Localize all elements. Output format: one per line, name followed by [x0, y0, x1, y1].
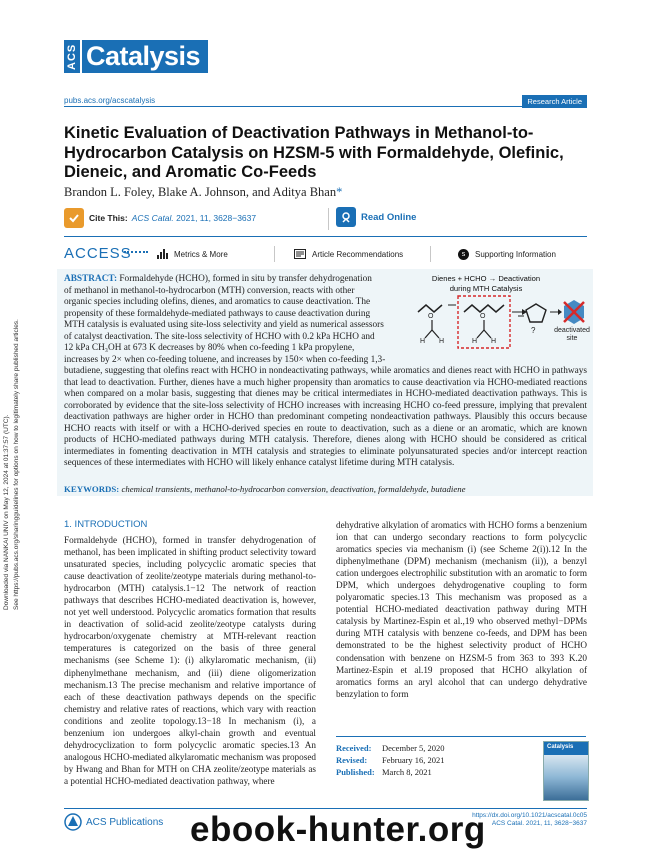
metrics-label: Metrics & More	[174, 249, 228, 259]
published-date: March 8, 2021	[382, 767, 432, 777]
publication-dates	[336, 742, 530, 778]
hydrogen-label-1a: H	[420, 338, 426, 345]
check-icon	[64, 208, 84, 228]
recommendations-label: Article Recommendations	[312, 249, 404, 259]
abstract-line-4: propensity of these formaldehyde-mediated pathways to cause deactivation during	[64, 309, 371, 319]
abstract-line-5: MTH catalysis is evaluated using site-loss selectivity and yield as numerical assessors	[64, 320, 384, 330]
acs-emblem-icon	[64, 813, 82, 831]
recommendations-link[interactable]	[294, 249, 403, 259]
download-side-note	[2, 250, 28, 610]
keywords-heading: KEYWORDS:	[64, 484, 120, 494]
access-bar	[64, 244, 587, 264]
logo-acs-mark: ACS	[64, 40, 80, 73]
hydrogen-label-2a: H	[472, 338, 478, 345]
cite-divider	[328, 208, 329, 230]
question-mark: ?	[531, 326, 536, 335]
oxygen-label-1: O	[428, 313, 434, 320]
revised-label: Revised:	[336, 755, 368, 765]
keywords	[64, 484, 466, 494]
oxygen-label-2: O	[480, 313, 486, 320]
document-icon	[294, 249, 306, 259]
published-label: Published:	[336, 767, 375, 777]
deactivated-label-line-2: site	[566, 335, 578, 342]
hydrogen-label-2b: H	[491, 338, 497, 345]
toc-graphic	[412, 272, 588, 354]
supporting-info-label: Supporting Information	[475, 250, 556, 259]
abstract-line-7: 12 kPa CH₃OH at 673 K decreases by 80% when co-feeding 1 kPa propylene,	[64, 343, 355, 353]
article-title: Kinetic Evaluation of Deactivation Pathways in Methanol-to-Hydrocarbon Catalysis on HZSM-5 with Formaldehyde, Olefinic, Dieneic, and Aromatic Co-Feeds	[64, 124, 564, 181]
abstract-heading: ABSTRACT:	[64, 274, 118, 284]
revised-date: February 16, 2021	[382, 755, 445, 765]
dates-rule	[336, 736, 586, 737]
cite-journal[interactable]: ACS Catal.	[131, 213, 174, 223]
deactivated-site-label	[554, 327, 590, 343]
access-label: ACCESS	[64, 245, 132, 262]
keywords-list: chemical transients, methanol-to-hydrocarbon conversion, deactivation, formaldehyde, butadiene	[121, 484, 466, 494]
bar-chart-icon	[157, 249, 168, 259]
read-online-label: Read Online	[361, 211, 417, 223]
read-online-button[interactable]	[336, 207, 416, 227]
received-date: December 5, 2020	[382, 743, 445, 753]
cite-rule	[64, 236, 587, 237]
section-heading: 1. INTRODUCTION	[64, 519, 148, 530]
acs-publications-logo	[64, 813, 163, 831]
watermark: ebook-hunter.org	[190, 810, 486, 849]
supporting-info-link[interactable]	[458, 249, 556, 260]
abstract-line-8: increases by 2× when co-feeding toluene, and increases by 150× when co-feeding 1,3-	[64, 355, 386, 365]
author-names: Brandon L. Foley, Blake A. Johnson, and Aditya Bhan	[64, 185, 337, 199]
header-rule	[64, 106, 587, 107]
deactivated-label-line-1: deactivated	[554, 327, 590, 334]
footer-doi[interactable]: https://dx.doi.org/10.1021/acscatal.0c05	[472, 812, 587, 819]
intro-right-column: dehydrative alkylation of aromatics with HCHO forms a benzenium ion that can undergo secondary reactions to form polycyclic aromatics species via mechanism (i) (see Scheme 2(i)).12 In the diphenylmethane (DPM) mechanism (mechanism (ii)), a benzyl cation undergoes electrophilic substitution with an aromatic to form DPM, which undergoes dehydrogenative coupling to form polyaromatic species.13 This mechanism was proposed as a potential HCHO-mediated deactivation pathway during MTH catalysis by Martinez-Espin et al.,19 who observed methyl−DPMs during MTH catalysis with benzene co-feeds, and DPM has been demonstrated to be the highest selectivity product of HCHO condensation with benzene on HZSM-5 from 363 to 393 K.20 Martinez-Espin et al.19 proposed that HCHO alkylation of aromatics forms an aryl alcohol that can undergo dehydrative benzylation to form	[336, 520, 587, 699]
footer-journal-ref: ACS Catal. 2021, 11, 3628−3637	[491, 820, 587, 827]
abstract-line-3: organic species including olefins, dienes, and aromatics to cause deactivation. The	[64, 297, 371, 307]
cite-label: Cite This:	[89, 213, 128, 223]
abstract-line-1-text: Formaldehyde (HCHO), formed in situ by transfer dehydrogenation	[119, 274, 372, 284]
author-list	[64, 185, 342, 200]
journal-logo	[64, 40, 208, 73]
corresponding-author-mark[interactable]: *	[336, 185, 343, 199]
toc-title-line-2: during MTH Catalysis	[449, 283, 523, 293]
footer-citation	[470, 812, 587, 828]
published-row	[336, 766, 530, 778]
access-dots	[124, 251, 148, 253]
toc-title-line-1: Dienes + HCHO → Deactivation	[431, 274, 541, 283]
journal-cover-thumbnail[interactable]	[543, 741, 589, 801]
abstract-line-2: of methanol in methanol-to-hydrocarbon (MTH) conversion, reacts with other	[64, 286, 355, 296]
access-divider-1	[274, 246, 275, 262]
access-divider-2	[430, 246, 431, 262]
download-note-line: Downloaded via NANKAI UNIV on May 12, 2024 at 01:37:57 (UTC).	[3, 414, 10, 610]
hydrogen-label-1b: H	[439, 338, 445, 345]
received-label: Received:	[336, 743, 372, 753]
cover-label: Catalysis	[547, 744, 574, 750]
read-online-icon	[336, 207, 356, 227]
supporting-info-badge: s	[461, 251, 466, 258]
cite-details[interactable]: 2021, 11, 3628−3637	[176, 213, 257, 223]
cite-this[interactable]	[64, 207, 324, 229]
intro-left-column: Formaldehyde (HCHO), formed in transfer dehydrogenation of methanol, has been implicated in shifting product selectivity toward unsaturated species, including polycyclic aromatic species that cause deactivation of zeolite/zeotype materials during methanol-to-hydrocarbon (MTH) catalysis.1−12 The network of reaction pathways that describes HCHO-mediated deactivation is, however, not yet well understood. Polycyclic aromatics formation that results in deactivation of solid-acid zeolite/zeotype catalysts during hydrocarbon/oxygenate chemistry at MTH-relevant reaction temperatures is categorized on the basis of three general mechanisms (see Scheme 1): (i) alkylaromatic mechanism, (ii) diphenylmethane mechanism, and (iii) diene oligomerization mechanism.13 The precise mechanism and relative importance of each of these deactivation pathways depends on the specific chemistry and relative rates of reactions, which vary with reaction conditions and zeolite topology.13−18 In mechanism (i), a benzenium ion undergoes alkyl-chain growth and eventual dehydrocyclization to form polycyclic aromatic species.13 An analogous HCHO-mediated alkylaromatic mechanism was proposed by Hwang and Bhan for MTH on CHA zeolite/zeotype materials as a potential HCHO-mediated deactivation pathway, where	[64, 535, 316, 786]
journal-url[interactable]: pubs.acs.org/acscatalysis	[64, 96, 156, 105]
abstract-body: butadiene, suggesting that olefins react with HCHO in nondeactivating pathways, while aromatics and dienes react with HCHO in pathways that lead to deactivation. Further, dienes have a much higher propensity than aromatics to cause deactivation via HCHO-mediated reactions when compared on a molar basis, suggesting that dienes may be critical intermediates in HCHO-mediated deactivation pathways. This is corroborated by evidence that the site-loss selectivity of HCHO increases with increasing HCHO co-feed pressure, implying that prevalent deactivation pathways are higher order in HCHO than predominant competing nondeactivation pathways. Plausibly this occurs because HCHO reacts with itself or with a HCHO-derived species en route to deactivation, such as a diene or an aromatic, which are known products of HCHO-mediated pathways during MTH catalysis. Therefore, dienes along with HCHO should be considered as critical intermediates in fomenting deactivation in MTH catalysis and strategies to eliminate polyunsaturated species and/or intercept reaction sequences of these intermediates with HCHO will likely enhance catalyst lifetime during MTH catalysis.	[64, 366, 587, 468]
footer-rule	[64, 808, 587, 809]
received-row	[336, 742, 530, 754]
revised-row	[336, 754, 530, 766]
sharing-note-line: See https://pubs.acs.org/sharingguidelines for options on how to legitimately share published articles.	[12, 319, 20, 610]
abstract-line-6: of catalyst deactivation. The site-loss selectivity of HCHO with 0.2 kPa HCHO and	[64, 332, 375, 342]
abstract-line-1	[64, 274, 404, 286]
article-type-badge: Research Article	[522, 95, 587, 108]
metrics-link[interactable]	[157, 249, 228, 259]
logo-wordmark: Catalysis	[82, 40, 208, 73]
publisher-name: ACS Publications	[86, 816, 164, 828]
supporting-info-icon	[458, 249, 469, 260]
